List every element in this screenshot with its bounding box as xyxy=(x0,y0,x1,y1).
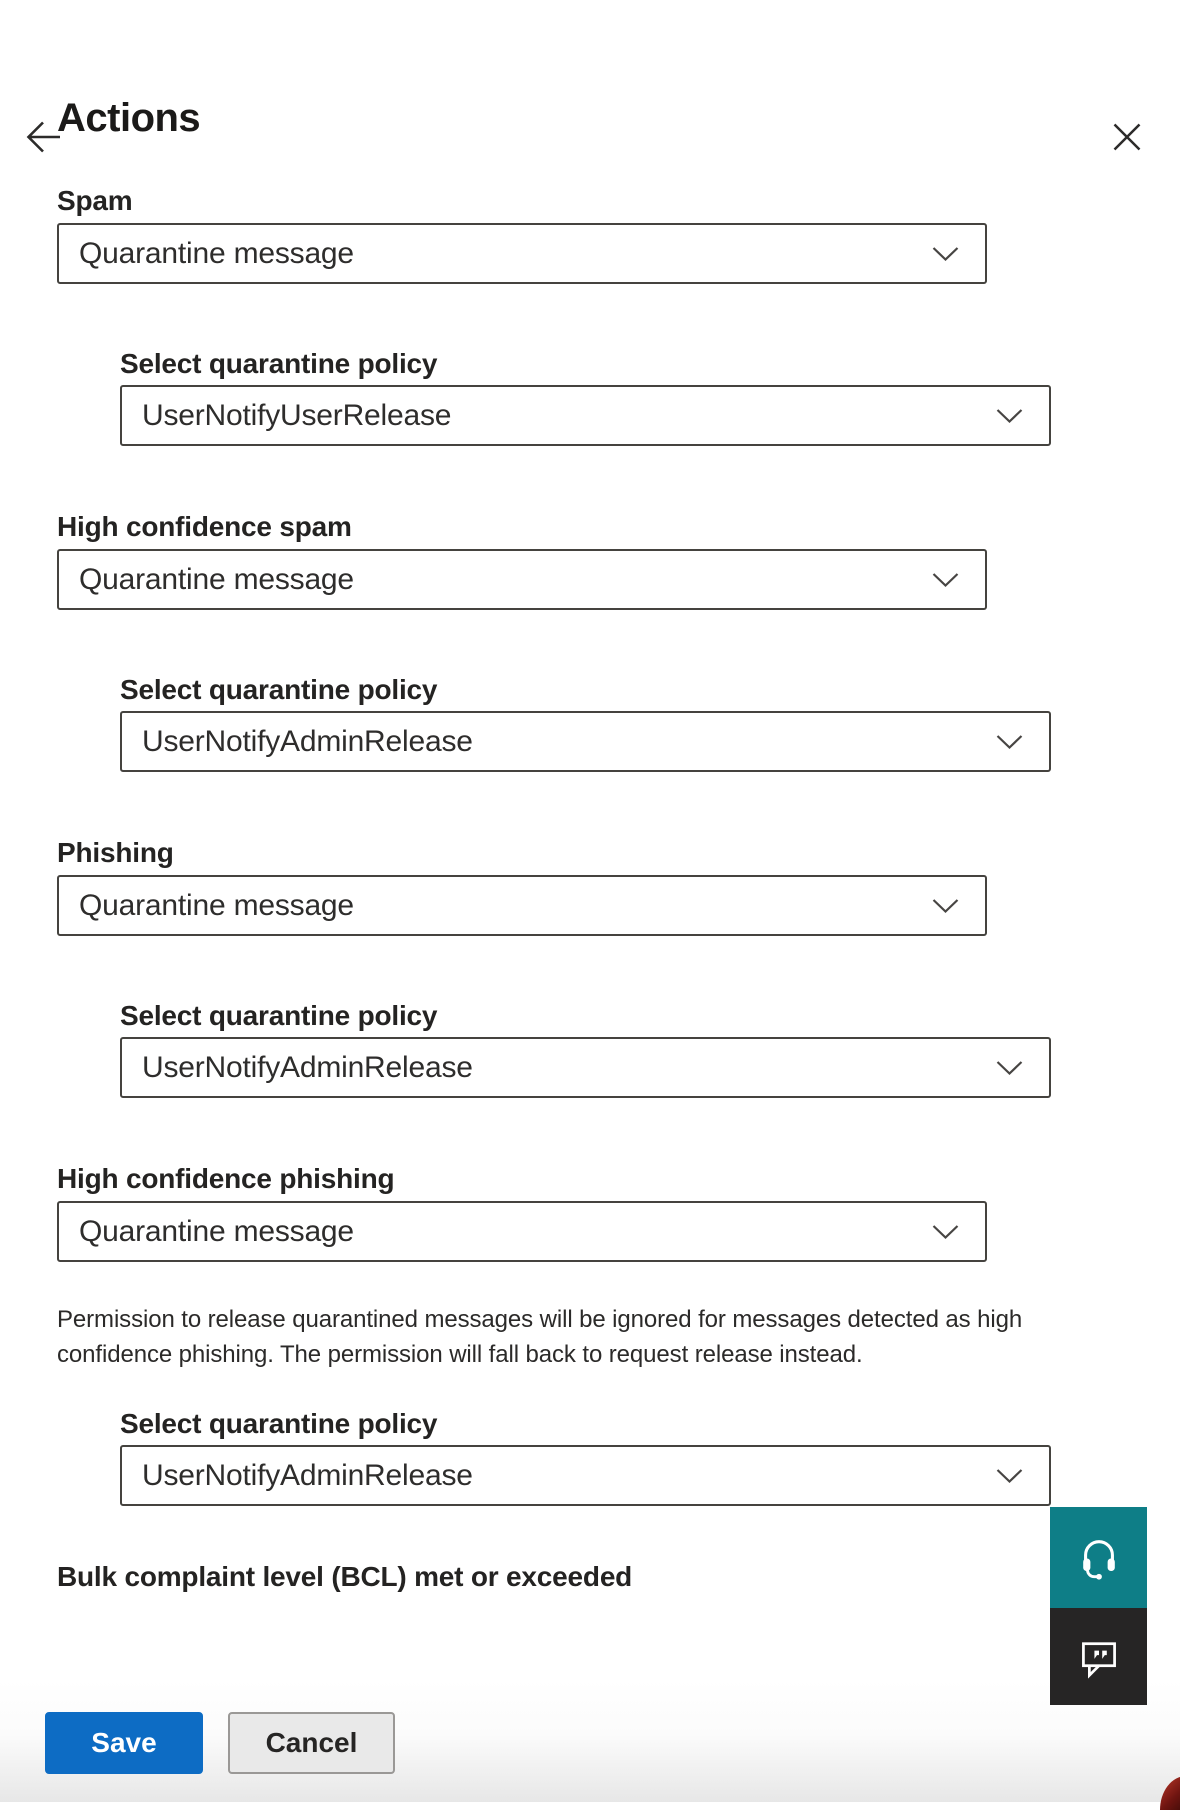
cancel-button[interactable]: Cancel xyxy=(228,1712,395,1774)
phishing-policy-value: UserNotifyAdminRelease xyxy=(142,1050,473,1084)
headset-icon xyxy=(1076,1535,1122,1581)
feedback-widget-button[interactable] xyxy=(1050,1608,1147,1705)
high-confidence-spam-action-dropdown[interactable] xyxy=(57,549,987,610)
close-button[interactable] xyxy=(1112,123,1142,151)
section-label-spam: Spam xyxy=(57,185,133,216)
section-label-phishing: Phishing xyxy=(57,837,174,868)
chevron-down-icon xyxy=(932,1224,959,1239)
arrow-left-icon xyxy=(25,142,63,157)
back-button[interactable] xyxy=(25,120,63,154)
section-label-high-confidence-phishing: High confidence phishing xyxy=(57,1163,395,1194)
phishing-action-value: Quarantine message xyxy=(79,888,354,922)
high-confidence-spam-policy-dropdown[interactable] xyxy=(120,711,1051,772)
page-title: Actions xyxy=(57,96,201,140)
footer-bar xyxy=(0,1680,1180,1802)
high-confidence-phishing-action-value: Quarantine message xyxy=(79,1214,354,1248)
spam-policy-dropdown[interactable] xyxy=(120,385,1051,446)
chevron-down-icon xyxy=(996,734,1023,749)
phishing-policy-dropdown[interactable] xyxy=(120,1037,1051,1098)
chevron-down-icon xyxy=(932,572,959,587)
policy-label-spam: Select quarantine policy xyxy=(120,348,438,379)
high-confidence-phishing-policy-value: UserNotifyAdminRelease xyxy=(142,1458,473,1492)
policy-label-high-confidence-spam: Select quarantine policy xyxy=(120,674,438,705)
chevron-down-icon xyxy=(932,246,959,261)
spam-action-value: Quarantine message xyxy=(79,236,354,270)
high-confidence-phishing-action-dropdown[interactable] xyxy=(57,1201,987,1262)
spam-policy-value: UserNotifyUserRelease xyxy=(142,398,452,432)
high-confidence-spam-action-value: Quarantine message xyxy=(79,562,354,596)
phishing-action-dropdown[interactable] xyxy=(57,875,987,936)
section-label-high-confidence-spam: High confidence spam xyxy=(57,511,352,542)
policy-label-phishing: Select quarantine policy xyxy=(120,1000,438,1031)
save-button[interactable]: Save xyxy=(45,1712,203,1774)
high-confidence-phishing-note: Permission to release quarantined messages will be ignored for messages detected as high confidence phishing. The permission will fall back to request release instead. xyxy=(57,1306,1023,1368)
policy-label-high-confidence-phishing: Select quarantine policy xyxy=(120,1408,438,1439)
close-icon xyxy=(1112,139,1142,154)
actions-panel xyxy=(0,92,1180,1802)
section-label-bulk-complaint-level: Bulk complaint level (BCL) met or exceeded xyxy=(57,1561,633,1592)
help-widget-button[interactable] xyxy=(1050,1507,1147,1608)
chevron-down-icon xyxy=(996,1468,1023,1483)
chat-bubble-icon xyxy=(1077,1635,1121,1679)
chevron-down-icon xyxy=(996,408,1023,423)
spam-action-dropdown[interactable] xyxy=(57,223,987,284)
chevron-down-icon xyxy=(932,898,959,913)
high-confidence-phishing-policy-dropdown[interactable] xyxy=(120,1445,1051,1506)
high-confidence-spam-policy-value: UserNotifyAdminRelease xyxy=(142,724,473,758)
chevron-down-icon xyxy=(996,1060,1023,1075)
